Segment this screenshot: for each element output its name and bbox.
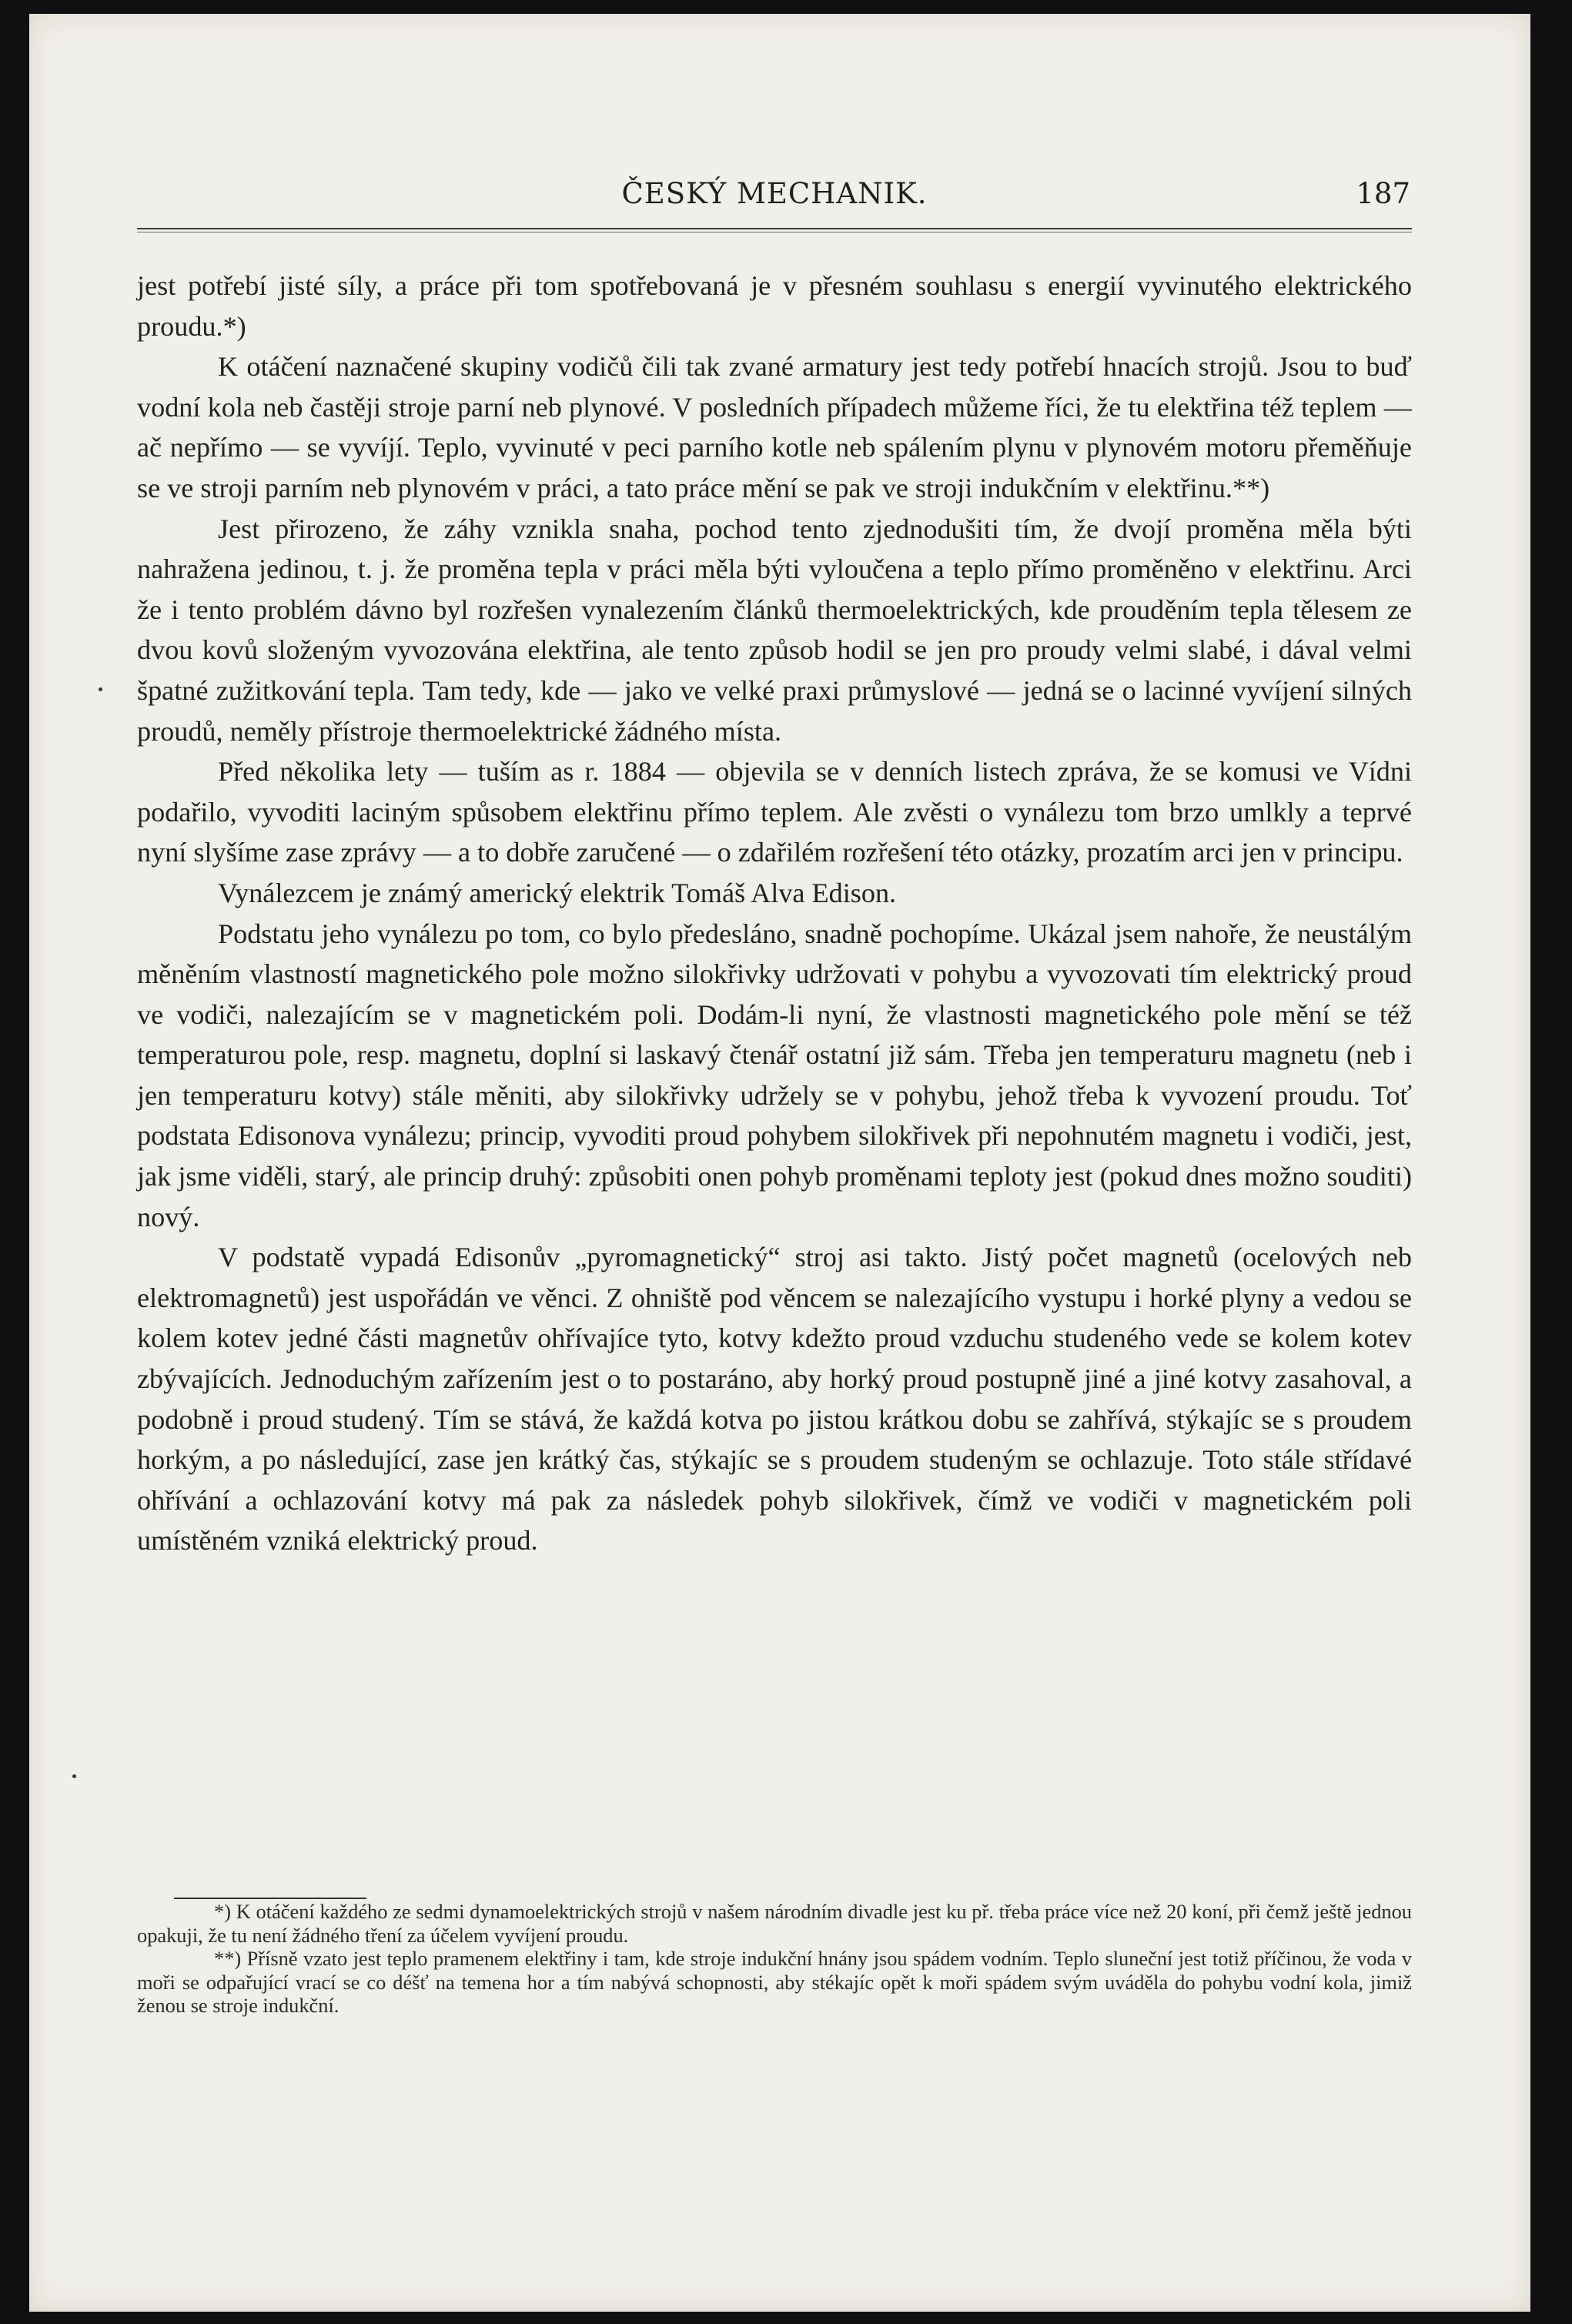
running-title: ČESKÝ MECHANIK. [621,177,928,210]
page-header [139,171,1410,217]
paragraph-6: Podstatu jeho vynálezu po tom, co bylo předesláno, snadně pochopíme. Ukázal jsem nahoře, že neustálým měněním vlastností magnetického pole možno silokřivky udržovati v pohybu a vyvozovati tím elektrický proud ve vodiči, nalezajícím se v magnetickém poli. Dodám-li nyní, že vlastnosti magnetického pole mění se též temperaturou pole, resp. magnetu, doplní si laskavý čtenář ostatní již sám. Třeba jen temperaturu magnetu (neb i jen temperaturu kotvy) stále měniti, aby silokřivky udržely se v pohybu, jehož třeba k vyvození proudu. Toť podstata Edisonova vynálezu; princip, vyvoditi proud pohybem silokřivek při nepohnutém magnetu i vodiči, jest, jak jsme viděli, starý, ale princip druhý: způsobiti onen pohyb proměnami teploty jest (pokud dnes možno souditi) nový. [137,918,1412,1232]
main-text [137,266,1412,1561]
footnotes [137,1900,1412,2018]
margin-mark [72,1774,76,1778]
paragraph-2: K otáčení naznačené skupiny vodičů čili tak zvané armatury jest tedy potřebí hnacích strojů. Jsou to buď vodní kola neb častěji stroje parní neb plynové. V posledních případech můžeme říci, že tu elektřina též teplem — ač nepřímo — se vyvíjí. Teplo, vyvinuté v peci parního kotle neb spálením plynu v plynovém motoru přeměňuje se ve stroji parním neb plynovém v práci, a tato práce mění se pak ve stroji indukčním v elektřinu.**) [137,351,1412,503]
page-number: 187 [1356,177,1410,210]
footnote-rule [174,1898,366,1899]
footnote-1: *) K otáčení každého ze sedmi dynamoelektrických strojů v našem národním divadle jest ku př. třeba práce více než 20 koní, při čemž ještě jednou opakuji, že tu není žádného tření za účelem vyvíjení proudu. [137,1900,1412,1947]
paragraph-7: V podstatě vypadá Edisonův „pyromagnetický“ stroj asi takto. Jistý počet magnetů (ocelových neb elektromagnetů) jest uspořádán ve věnci. Z ohniště pod věncem se nalezajícího vystupu i horké plyny a vedou se kolem kotev jedné části magnetův ohřívajíce tyto, kotvy kdežto proud vzduchu studeného vede se kolem kotev zbývajících. Jednoduchým zařízením jest o to postaráno, aby horký proud postupně jiné a jiné kotvy zasahoval, a podobně i proud studený. Tím se stává, že každá kotva po jistou krátkou dobu se zahřívá, stýkajíc se s proudem horkým, a po následující, zase jen krátký čas, stýkajíc se s proudem studeným se ochlazuje. Toto stále střídavé ohřívání a ochlazování kotvy má pak za následek pohyb silokřivek, čímž ve vodiči v magnetickém poli umístěném vzniká elektrický proud. [137,1242,1412,1557]
paragraph-1: jest potřebí jisté síly, a práce při tom spotřebovaná je v přesném souhlasu s energií vyvinutého elektrického proudu.*) [137,270,1412,342]
paragraph-3: Jest přirozeno, že záhy vznikla snaha, pochod tento zjednodušiti tím, že dvojí proměna měla býti nahražena jedinou, t. j. že proměna tepla v práci měla býti vyloučena a teplo přímo proměněno v elektřinu. Arci že i tento problém dávno byl rozřešen vynalezením článků thermoelektrických, kde prouděním tepla tělesem ze dvou kovů složeným vyvozována elektřina, ale tento způsob hodil se jen pro proudy velmi slabé, i dával velmi špatné zužitkování tepla. Tam tedy, kde — jako ve velké praxi průmyslové — jedná se o lacinné vyvíjení silných proudů, neměly přístroje thermoelektrické žádného místa. [137,513,1412,747]
header-rule [137,228,1412,229]
footnote-2: **) Přísně vzato jest teplo pramenem elektřiny i tam, kde stroje indukční hnány jsou spádem vodním. Teplo sluneční jest totiž příčinou, že voda v moři se odpařující vrací se co déšť na temena hor a tím nabývá schopnosti, aby stékajíc opět k moři spádem svým uváděla do pohybu vodní kola, jimiž ženou se stroje indukční. [137,1947,1412,2017]
margin-mark [99,687,102,691]
paragraph-4: Před několika lety — tuším as r. 1884 — objevila se v denních listech zpráva, že se komusi ve Vídni podařilo, vyvoditi laciným spůsobem elektřinu přímo teplem. Ale zvěsti o vynálezu tom brzo umlkly a teprvé nyní slyšíme zase zprávy — a to dobře zaručené — o zdařilém rozřešení této otázky, prozatím arci jen v principu. [137,756,1412,868]
paragraph-5: Vynálezcem je známý americký elektrik Tomáš Alva Edison. [218,877,897,908]
